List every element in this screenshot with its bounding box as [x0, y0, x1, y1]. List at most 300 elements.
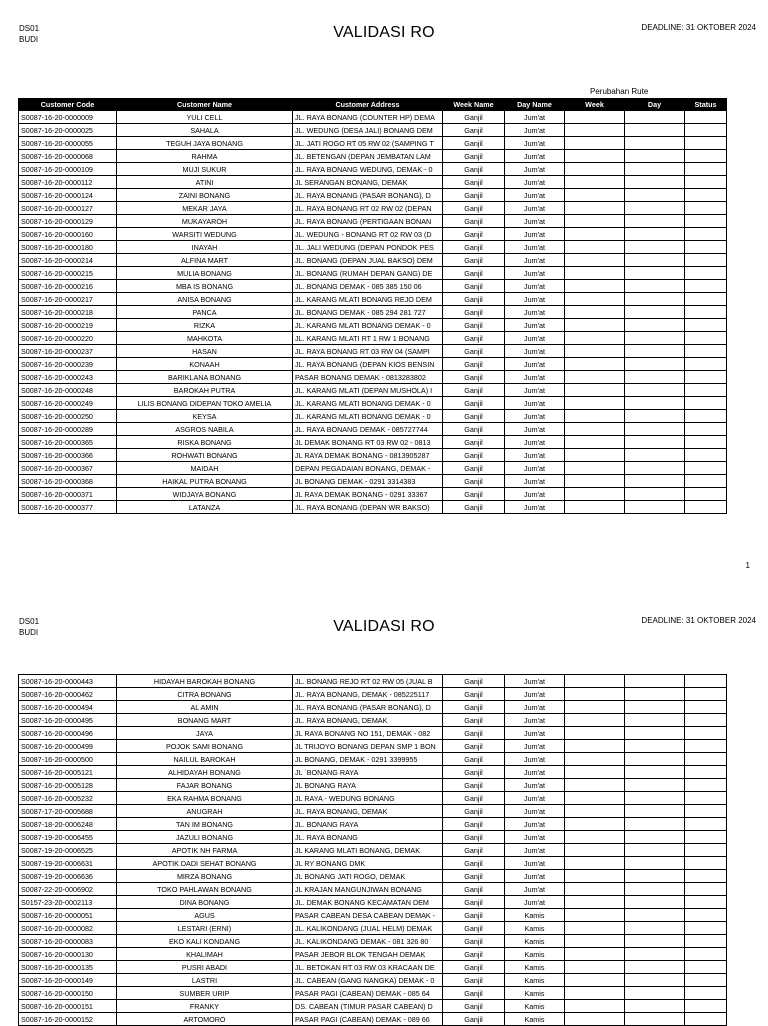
table-row [19, 961, 727, 974]
customer-table-page-2 [18, 674, 727, 1026]
customer-code-cell: S0087-16-20-0000152 [19, 1013, 117, 1026]
status-cell [685, 714, 727, 727]
day-cell [625, 423, 685, 436]
table-row [19, 857, 727, 870]
day-cell [625, 701, 685, 714]
week-name-cell: Ganjil [443, 436, 505, 449]
day-cell [625, 241, 685, 254]
table-row [19, 818, 727, 831]
customer-code-cell: S0087-16-20-0000219 [19, 319, 117, 332]
week-name-cell: Ganjil [443, 792, 505, 805]
day-name-cell: Jum'at [505, 883, 565, 896]
customer-name-cell: LILIS BONANG DIDEPAN TOKO AMELIA [117, 397, 293, 410]
day-cell [625, 163, 685, 176]
customer-address-cell: PASAR CABEAN DESA CABEAN DEMAK - [293, 909, 443, 922]
day-cell [625, 740, 685, 753]
day-name-cell: Jum'at [505, 792, 565, 805]
week-name-cell: Ganjil [443, 740, 505, 753]
day-name-cell: Kamis [505, 1000, 565, 1013]
table-row [19, 280, 727, 293]
customer-address-cell: DS. CABEAN (TIMUR PASAR CABEAN) D [293, 1000, 443, 1013]
table-row [19, 449, 727, 462]
table-row [19, 176, 727, 189]
customer-address-cell: JL TRIJOYO BONANG DEPAN SMP 1 BON [293, 740, 443, 753]
customer-address-cell: JL. BONANG REJO RT 02 RW 05 (JUAL B [293, 675, 443, 688]
header-person: BUDI [19, 35, 39, 44]
customer-table-page-1 [18, 98, 727, 514]
day-cell [625, 935, 685, 948]
day-cell [625, 436, 685, 449]
table-row [19, 844, 727, 857]
week-name-cell: Ganjil [443, 267, 505, 280]
status-cell [685, 740, 727, 753]
day-name-cell: Kamis [505, 922, 565, 935]
customer-address-cell: JL. KARANG MLATI BONANG DEMAK - 0 [293, 319, 443, 332]
day-cell [625, 293, 685, 306]
table-row [19, 740, 727, 753]
customer-code-cell: S0087-16-20-0000112 [19, 176, 117, 189]
customer-code-cell: S0087-16-20-0000082 [19, 922, 117, 935]
week-name-cell: Ganjil [443, 909, 505, 922]
day-name-cell: Jum'at [505, 124, 565, 137]
page-title: VALIDASI RO [333, 618, 435, 635]
week-name-cell: Ganjil [443, 410, 505, 423]
column-header: Customer Name [117, 99, 293, 111]
week-name-cell: Ganjil [443, 423, 505, 436]
customer-name-cell: ALFINA MART [117, 254, 293, 267]
week-cell [565, 805, 625, 818]
table-row [19, 1000, 727, 1013]
customer-code-cell: S0087-19-20-0006636 [19, 870, 117, 883]
week-name-cell: Ganjil [443, 163, 505, 176]
customer-code-cell: S0087-19-20-0006525 [19, 844, 117, 857]
table-row [19, 124, 727, 137]
customer-address-cell: JL. KALIKONDANG DEMAK - 081 326 80 [293, 935, 443, 948]
day-cell [625, 883, 685, 896]
status-cell [685, 410, 727, 423]
customer-address-cell: JL SERANGAN BONANG, DEMAK [293, 176, 443, 189]
week-name-cell: Ganjil [443, 488, 505, 501]
status-cell [685, 883, 727, 896]
customer-name-cell: KONAAH [117, 358, 293, 371]
status-cell [685, 753, 727, 766]
day-cell [625, 345, 685, 358]
week-cell [565, 831, 625, 844]
week-cell [565, 792, 625, 805]
table-row [19, 792, 727, 805]
day-cell [625, 870, 685, 883]
week-cell [565, 948, 625, 961]
table-row [19, 254, 727, 267]
week-cell [565, 410, 625, 423]
day-name-cell: Jum'at [505, 462, 565, 475]
customer-address-cell: JL. KARANG MLATI BONANG DEMAK - 0 [293, 410, 443, 423]
status-cell [685, 987, 727, 1000]
customer-name-cell: SAHALA [117, 124, 293, 137]
week-name-cell: Ganjil [443, 948, 505, 961]
day-cell [625, 306, 685, 319]
customer-name-cell: HIDAYAH BAROKAH BONANG [117, 675, 293, 688]
status-cell [685, 345, 727, 358]
customer-name-cell: BARIKLANA BONANG [117, 371, 293, 384]
week-cell [565, 475, 625, 488]
status-cell [685, 675, 727, 688]
week-name-cell: Ganjil [443, 371, 505, 384]
day-cell [625, 371, 685, 384]
table-row [19, 241, 727, 254]
customer-address-cell: JL. KARANG MLATI BONANG DEMAK - 0 [293, 397, 443, 410]
week-name-cell: Ganjil [443, 857, 505, 870]
week-cell [565, 254, 625, 267]
week-cell [565, 371, 625, 384]
day-cell [625, 137, 685, 150]
day-cell [625, 779, 685, 792]
day-name-cell: Jum'at [505, 675, 565, 688]
day-name-cell: Kamis [505, 987, 565, 1000]
customer-name-cell: WIDJAYA BONANG [117, 488, 293, 501]
customer-name-cell: SUMBER URIP [117, 987, 293, 1000]
week-cell [565, 293, 625, 306]
customer-name-cell: AL AMIN [117, 701, 293, 714]
table-row [19, 150, 727, 163]
day-cell [625, 267, 685, 280]
week-name-cell: Ganjil [443, 922, 505, 935]
customer-address-cell: JL BONANG RAYA [293, 779, 443, 792]
customer-address-cell: JL. KARANG MLATI (DEPAN MUSHOLA) I [293, 384, 443, 397]
status-cell [685, 124, 727, 137]
table-row [19, 870, 727, 883]
customer-address-cell: JL. WEDUNG (DESA JALI) BONANG DEM [293, 124, 443, 137]
day-name-cell: Jum'at [505, 896, 565, 909]
day-cell [625, 818, 685, 831]
customer-address-cell: JL. RAYA BONANG (PERTIGAAN BONAN [293, 215, 443, 228]
customer-name-cell: HAIKAL PUTRA BONANG [117, 475, 293, 488]
status-cell [685, 423, 727, 436]
status-cell [685, 371, 727, 384]
week-name-cell: Ganjil [443, 176, 505, 189]
week-name-cell: Ganjil [443, 974, 505, 987]
status-cell [685, 974, 727, 987]
week-name-cell: Ganjil [443, 1013, 505, 1026]
day-cell [625, 150, 685, 163]
status-cell [685, 397, 727, 410]
week-cell [565, 423, 625, 436]
day-name-cell: Jum'at [505, 189, 565, 202]
day-name-cell: Kamis [505, 1013, 565, 1026]
customer-code-cell: S0087-16-20-0000150 [19, 987, 117, 1000]
customer-name-cell: MULIA BONANG [117, 267, 293, 280]
week-cell [565, 384, 625, 397]
week-cell [565, 189, 625, 202]
week-cell [565, 241, 625, 254]
customer-name-cell: PANCA [117, 306, 293, 319]
week-cell [565, 150, 625, 163]
customer-code-cell: S0087-16-20-0000009 [19, 111, 117, 124]
header-person: BUDI [19, 628, 39, 637]
customer-address-cell: JL RAYA BONANG NO 151, DEMAK - 082 [293, 727, 443, 740]
week-cell [565, 753, 625, 766]
customer-address-cell: JL BONANG JATI ROGO, DEMAK [293, 870, 443, 883]
table-row [19, 267, 727, 280]
day-cell [625, 319, 685, 332]
status-cell [685, 150, 727, 163]
column-header: Day [625, 99, 685, 111]
table-row [19, 111, 727, 124]
customer-code-cell: S0087-16-20-0000250 [19, 410, 117, 423]
customer-name-cell: ALHIDAYAH BONANG [117, 766, 293, 779]
table-row [19, 228, 727, 241]
customer-code-cell: S0087-16-20-0000237 [19, 345, 117, 358]
week-cell [565, 779, 625, 792]
day-name-cell: Jum'at [505, 332, 565, 345]
week-name-cell: Ganjil [443, 701, 505, 714]
table-row [19, 384, 727, 397]
day-name-cell: Jum'at [505, 306, 565, 319]
customer-code-cell: S0087-16-20-0000499 [19, 740, 117, 753]
day-name-cell: Jum'at [505, 163, 565, 176]
customer-code-cell: S0087-16-20-0000083 [19, 935, 117, 948]
customer-name-cell: NAILUL BAROKAH [117, 753, 293, 766]
week-cell [565, 436, 625, 449]
day-name-cell: Jum'at [505, 111, 565, 124]
day-name-cell: Jum'at [505, 844, 565, 857]
week-cell [565, 501, 625, 514]
week-cell [565, 857, 625, 870]
deadline-label: DEADLINE: 31 OKTOBER 2024 [641, 23, 756, 32]
table-row [19, 948, 727, 961]
week-name-cell: Ganjil [443, 241, 505, 254]
status-cell [685, 228, 727, 241]
day-name-cell: Jum'at [505, 766, 565, 779]
status-cell [685, 922, 727, 935]
week-name-cell: Ganjil [443, 727, 505, 740]
customer-address-cell: JL. CABEAN (GANG NANGKA) DEMAK - 0 [293, 974, 443, 987]
week-cell [565, 202, 625, 215]
day-name-cell: Jum'at [505, 384, 565, 397]
customer-name-cell: AGUS [117, 909, 293, 922]
status-cell [685, 358, 727, 371]
status-cell [685, 701, 727, 714]
customer-address-cell: JL. JALI WEDUNG (DEPAN PONDOK PES [293, 241, 443, 254]
status-cell [685, 948, 727, 961]
week-name-cell: Ganjil [443, 501, 505, 514]
customer-address-cell: JL. KALIKONDANG (JUAL HELM) DEMAK [293, 922, 443, 935]
customer-code-cell: S0087-16-20-0000180 [19, 241, 117, 254]
table-row [19, 896, 727, 909]
day-cell [625, 896, 685, 909]
status-cell [685, 332, 727, 345]
day-cell [625, 675, 685, 688]
week-name-cell: Ganjil [443, 818, 505, 831]
week-name-cell: Ganjil [443, 215, 505, 228]
week-name-cell: Ganjil [443, 397, 505, 410]
day-name-cell: Jum'at [505, 488, 565, 501]
day-cell [625, 805, 685, 818]
day-name-cell: Jum'at [505, 137, 565, 150]
customer-code-cell: S0087-16-20-0000496 [19, 727, 117, 740]
status-cell [685, 293, 727, 306]
customer-address-cell: JL RAYA DEMAK BONANG - 0813905287 [293, 449, 443, 462]
customer-code-cell: S0087-16-20-0000367 [19, 462, 117, 475]
status-cell [685, 961, 727, 974]
week-name-cell: Ganjil [443, 202, 505, 215]
column-header: Week [565, 99, 625, 111]
day-name-cell: Jum'at [505, 215, 565, 228]
week-name-cell: Ganjil [443, 935, 505, 948]
week-name-cell: Ganjil [443, 358, 505, 371]
customer-name-cell: HASAN [117, 345, 293, 358]
week-cell [565, 137, 625, 150]
status-cell [685, 215, 727, 228]
customer-name-cell: LESTARI (ERNI) [117, 922, 293, 935]
day-cell [625, 384, 685, 397]
sheet-page-2 [0, 602, 768, 1024]
customer-address-cell: PASAR PAGI (CABEAN) DEMAK - 085 64 [293, 987, 443, 1000]
customer-name-cell: ASGROS NABILA [117, 423, 293, 436]
customer-name-cell: BAROKAH PUTRA [117, 384, 293, 397]
customer-code-cell: S0087-22-20-0006902 [19, 883, 117, 896]
table-row [19, 423, 727, 436]
customer-code-cell: S0087-16-20-0000130 [19, 948, 117, 961]
customer-address-cell: JL. RAYA BONANG DEMAK - 085727744 [293, 423, 443, 436]
week-name-cell: Ganjil [443, 124, 505, 137]
status-cell [685, 111, 727, 124]
day-name-cell: Jum'at [505, 345, 565, 358]
customer-address-cell: JL. DEMAK BONANG KECAMATAN DEM [293, 896, 443, 909]
week-name-cell: Ganjil [443, 111, 505, 124]
customer-code-cell: S0087-16-20-0000109 [19, 163, 117, 176]
customer-name-cell: TEGUH JAYA BONANG [117, 137, 293, 150]
day-name-cell: Kamis [505, 961, 565, 974]
status-cell [685, 202, 727, 215]
customer-code-cell: S0087-16-20-0000055 [19, 137, 117, 150]
header-code: DS01 [19, 617, 40, 626]
week-name-cell: Ganjil [443, 254, 505, 267]
customer-name-cell: MAHKOTA [117, 332, 293, 345]
customer-address-cell: JL. KARANG MLATI RT 1 RW 1 BONANG [293, 332, 443, 345]
customer-code-cell: S0087-16-20-0000500 [19, 753, 117, 766]
day-cell [625, 948, 685, 961]
day-name-cell: Jum'at [505, 397, 565, 410]
week-cell [565, 870, 625, 883]
week-cell [565, 896, 625, 909]
week-name-cell: Ganjil [443, 675, 505, 688]
customer-address-cell: JL. RAYA BONANG (PASAR BONANG), D [293, 189, 443, 202]
week-cell [565, 488, 625, 501]
week-cell [565, 267, 625, 280]
customer-address-cell: JL RY BONANG DMK [293, 857, 443, 870]
customer-address-cell: DEPAN PEGADAIAN BONANG, DEMAK - [293, 462, 443, 475]
week-cell [565, 701, 625, 714]
customer-address-cell: JL. BETENGAN (DEPAN JEMBATAN LAM [293, 150, 443, 163]
day-cell [625, 792, 685, 805]
customer-name-cell: ANISA BONANG [117, 293, 293, 306]
customer-name-cell: PUSRI ABADI [117, 961, 293, 974]
table-row [19, 215, 727, 228]
week-name-cell: Ganjil [443, 384, 505, 397]
table-row [19, 831, 727, 844]
day-name-cell: Jum'at [505, 280, 565, 293]
customer-address-cell: JL. RAYA BONANG [293, 831, 443, 844]
customer-address-cell: JL. RAYA BONANG (COUNTER HP) DEMA [293, 111, 443, 124]
status-cell [685, 792, 727, 805]
day-name-cell: Jum'at [505, 475, 565, 488]
customer-name-cell: ARTOMORO [117, 1013, 293, 1026]
status-cell [685, 688, 727, 701]
customer-name-cell: TOKO PAHLAWAN BONANG [117, 883, 293, 896]
week-cell [565, 319, 625, 332]
customer-name-cell: EKA RAHMA BONANG [117, 792, 293, 805]
week-name-cell: Ganjil [443, 766, 505, 779]
table-row [19, 922, 727, 935]
customer-address-cell: JL. RAYA BONANG RT 03 RW 04 (SAMPI [293, 345, 443, 358]
customer-code-cell: S0087-16-20-0000239 [19, 358, 117, 371]
day-name-cell: Kamis [505, 935, 565, 948]
status-cell [685, 831, 727, 844]
week-name-cell: Ganjil [443, 462, 505, 475]
table-row [19, 319, 727, 332]
day-cell [625, 974, 685, 987]
table-row [19, 163, 727, 176]
customer-address-cell: JL. BONANG (RUMAH DEPAN GANG) DE [293, 267, 443, 280]
week-name-cell: Ganjil [443, 844, 505, 857]
customer-name-cell: MAIDAH [117, 462, 293, 475]
status-cell [685, 501, 727, 514]
status-cell [685, 384, 727, 397]
table-row [19, 779, 727, 792]
status-cell [685, 306, 727, 319]
day-name-cell: Kamis [505, 974, 565, 987]
day-name-cell: Jum'at [505, 293, 565, 306]
customer-name-cell: KEYSA [117, 410, 293, 423]
status-cell [685, 727, 727, 740]
column-header: Status [685, 99, 727, 111]
week-name-cell: Ganjil [443, 150, 505, 163]
status-cell [685, 909, 727, 922]
customer-code-cell: S0087-16-20-0000366 [19, 449, 117, 462]
table-row [19, 909, 727, 922]
week-cell [565, 358, 625, 371]
day-cell [625, 228, 685, 241]
day-cell [625, 488, 685, 501]
customer-address-cell: JL DEMAK BONANG RT 03 RW 02 - 0813 [293, 436, 443, 449]
day-name-cell: Jum'at [505, 358, 565, 371]
day-name-cell: Jum'at [505, 727, 565, 740]
week-name-cell: Ganjil [443, 306, 505, 319]
table-row [19, 358, 727, 371]
week-cell [565, 280, 625, 293]
day-name-cell: Jum'at [505, 436, 565, 449]
day-cell [625, 961, 685, 974]
customer-name-cell: MIRZA BONANG [117, 870, 293, 883]
day-name-cell: Jum'at [505, 241, 565, 254]
customer-code-cell: S0087-16-20-0000151 [19, 1000, 117, 1013]
week-cell [565, 176, 625, 189]
day-name-cell: Jum'at [505, 701, 565, 714]
customer-name-cell: LATANZA [117, 501, 293, 514]
customer-name-cell: WARSITI WEDUNG [117, 228, 293, 241]
table-row [19, 935, 727, 948]
status-cell [685, 475, 727, 488]
customer-address-cell: JL BONANG, DEMAK - 0291 3399955 [293, 753, 443, 766]
week-name-cell: Ganjil [443, 805, 505, 818]
status-cell [685, 805, 727, 818]
day-name-cell: Jum'at [505, 267, 565, 280]
week-name-cell: Ganjil [443, 961, 505, 974]
week-cell [565, 714, 625, 727]
status-cell [685, 241, 727, 254]
table-row [19, 475, 727, 488]
